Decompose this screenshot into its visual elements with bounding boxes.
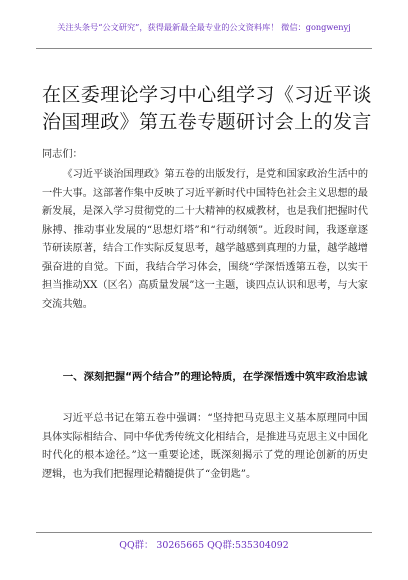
paragraph-1: 《习近平谈治国理政》第五卷的出版发行，是党和国家政治生活中的一件大事。这部著作集中反映了习近平新时代中国特色社会主义思想的最新发展，是深入学习贯彻党的二十大精神的权威教材，也是我们把握时代脉搏、推动事业发展的“思想灯塔”和“行动纲领”。近段时间，我逐章逐节研读原著，结合工作实际反复思考，越学越感到真理的力量，越学越增强奋进的自觉。下面，我结合学习体会，围绕“学深悟透第五卷，以实干担当推动XX（区名）高质量发展”这一主题，谈四点认识和思考，与大家交流共勉。 [42,169,369,310]
greeting: 同志们： [42,149,83,160]
document-title: 在区委理论学习中心组学习《习近平谈治国理政》第五卷专题研讨会上的发言 [42,84,372,133]
section-heading: 一、深刻把握“两个结合”的理论特质，在学深悟透中筑牢政治忠诚 [62,371,368,383]
footer-note: QQ群： 30265665 QQ群:535304092 [119,540,289,551]
paragraph-2: 习近平总书记在第五卷中强调：“坚持把马克思主义基本原理同中国具体实际相结合、同中华优秀传统文化相结合，是推进马克思主义中国化时代化的根本途径。”这一重要论述，既深刻揭示了党的理论创新的历史逻辑，也为我们把握理论精髓提供了“金钥匙”。 [42,413,368,480]
header-divider [36,48,372,49]
header-note: 关注头条号“公文研究”，获得最新最全最专业的公文资料库！ 微信：gongwenyj [57,22,351,32]
footer-divider [36,532,372,533]
